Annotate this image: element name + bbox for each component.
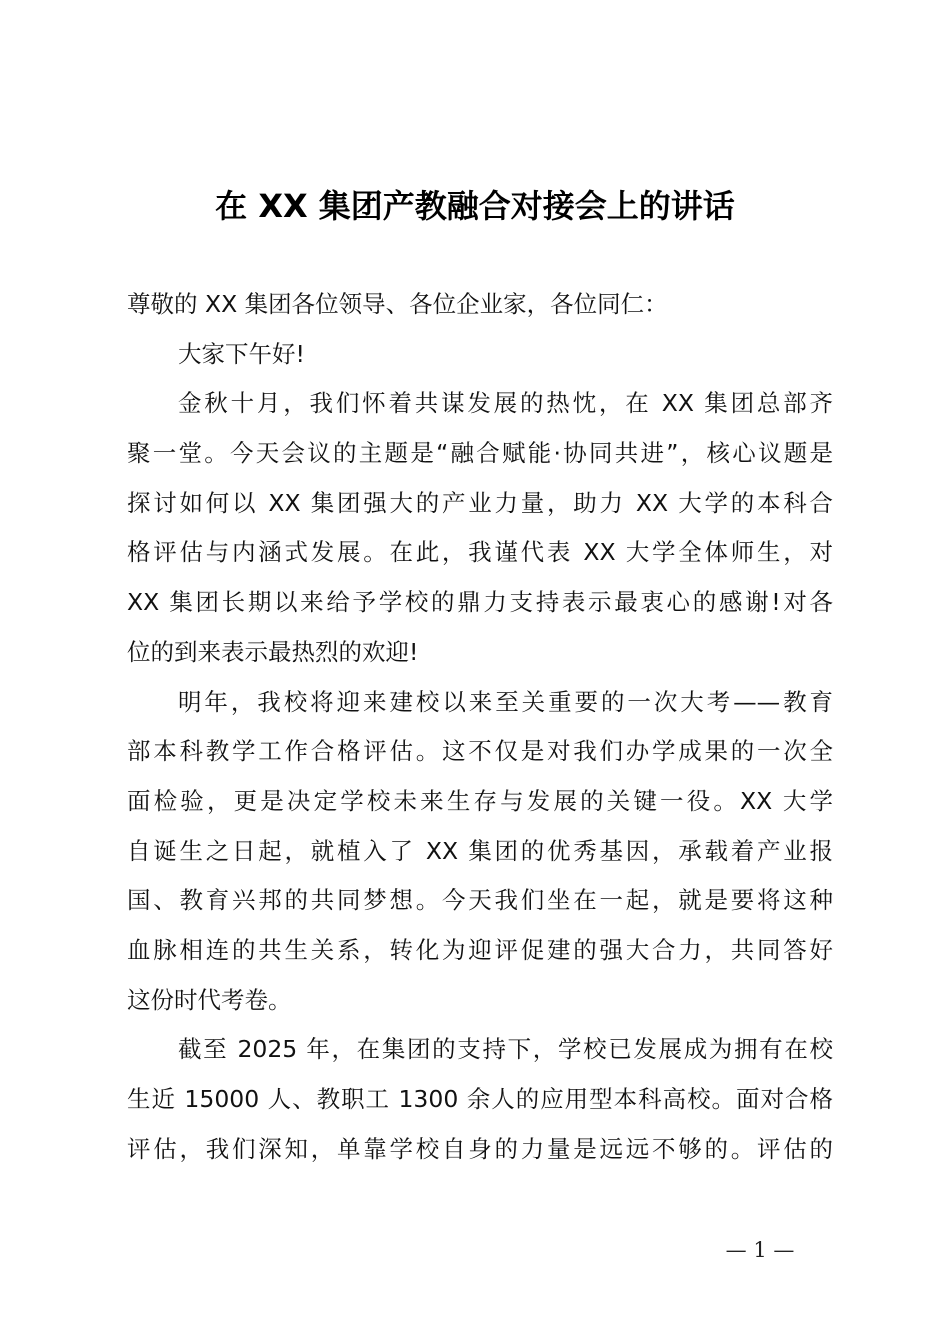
paragraph-1-line-1: 金秋十月，我们怀着共谋发展的热忱，在 XX 集团总部齐 <box>178 389 833 418</box>
paragraph-1-line-3: 探讨如何以 XX 集团强大的产业力量，助力 XX 大学的本科合 <box>127 488 833 517</box>
document-body <box>127 280 833 1174</box>
page-number: — 1 — <box>725 1238 795 1262</box>
greeting: 大家下午好! <box>178 339 305 368</box>
paragraph-2-line-5: 国、教育兴邦的共同梦想。今天我们坐在一起，就是要将这种 <box>127 886 833 915</box>
paragraph-2-line-4: 自诞生之日起，就植入了 XX 集团的优秀基因，承载着产业报 <box>127 836 833 865</box>
paragraph-3-line-1: 截至 2025 年，在集团的支持下，学校已发展成为拥有在校 <box>178 1035 833 1064</box>
paragraph-2-line-6: 血脉相连的共生关系，转化为迎评促建的强大合力，共同答好 <box>127 935 833 964</box>
paragraph-3-line-2: 生近 15000 人、教职工 1300 余人的应用型本科高校。面对合格 <box>127 1085 833 1113</box>
paragraph-1-line-2: 聚一堂。今天会议的主题是“融合赋能·协同共进”，核心议题是 <box>127 439 833 468</box>
paragraph-2-line-7: 这份时代考卷。 <box>127 985 292 1014</box>
paragraph-2-line-3: 面检验，更是决定学校未来生存与发展的关键一役。XX 大学 <box>127 786 833 815</box>
paragraph-2-line-1: 明年，我校将迎来建校以来至关重要的一次大考——教育 <box>178 687 833 716</box>
paragraph-1-line-5: XX 集团长期以来给予学校的鼎力支持表示最衷心的感谢!对各 <box>127 588 833 617</box>
paragraph-1-line-6: 位的到来表示最热烈的欢迎! <box>127 637 419 666</box>
paragraph-1-line-4: 格评估与内涵式发展。在此，我谨代表 XX 大学全体师生，对 <box>127 538 833 567</box>
document-title: 在 XX 集团产教融合对接会上的讲话 <box>215 187 735 225</box>
salutation: 尊敬的 XX 集团各位领导、各位企业家，各位同仁： <box>127 290 668 318</box>
paragraph-2-line-2: 部本科教学工作合格评估。这不仅是对我们办学成果的一次全 <box>127 737 833 766</box>
paragraph-3-line-3: 评估，我们深知，单靠学校自身的力量是远远不够的。评估的 <box>127 1134 833 1163</box>
